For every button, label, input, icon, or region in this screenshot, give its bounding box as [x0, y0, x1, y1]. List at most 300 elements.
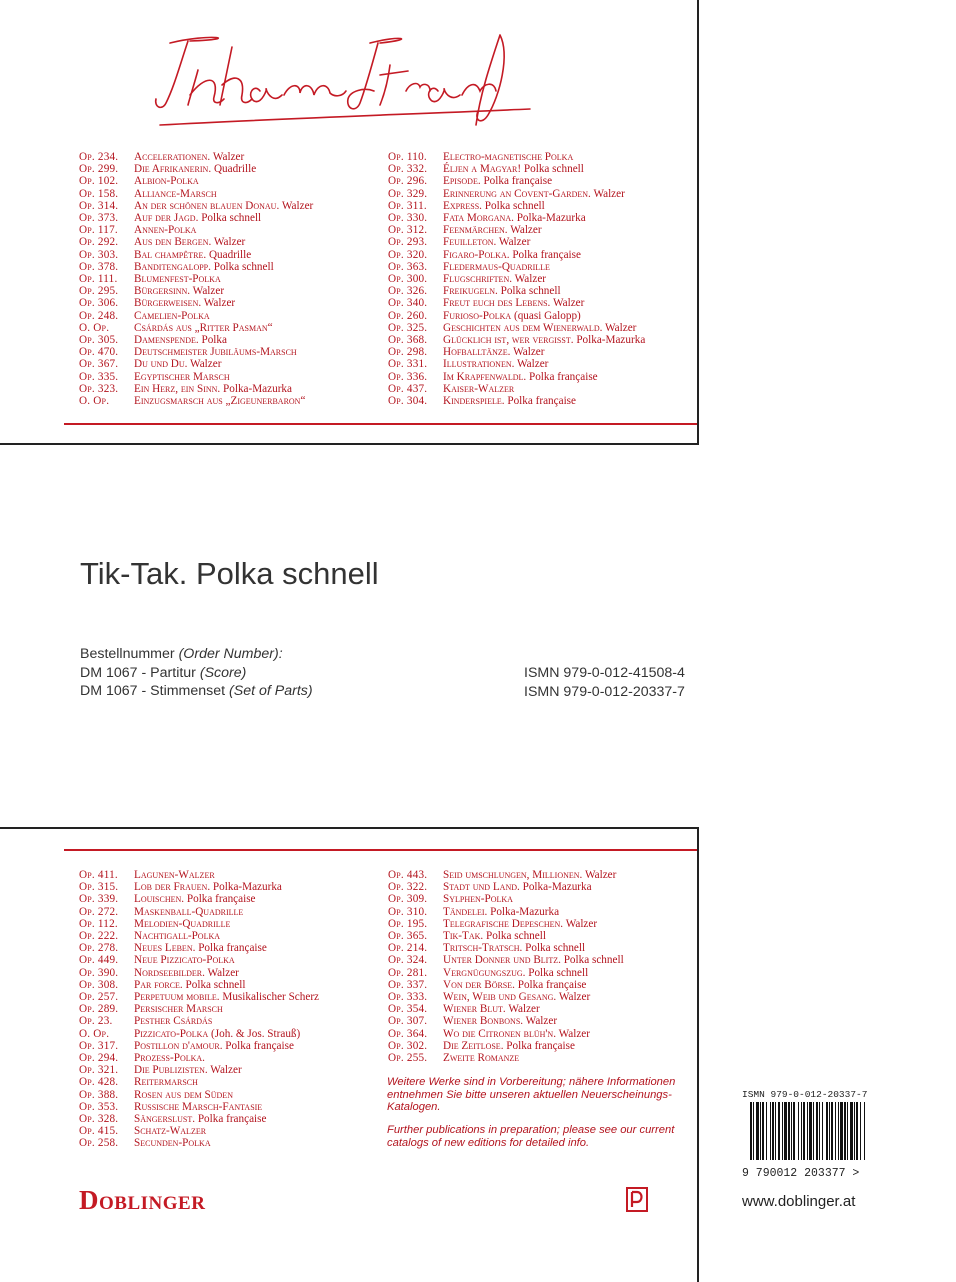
- work-title: Einzugsmarsch aus „Zigeunerbaron“: [134, 395, 306, 408]
- work-genre: Walzer: [508, 1003, 540, 1016]
- opus-number: Op. 294.: [79, 1052, 119, 1065]
- work-title: Fata Morgana.: [443, 212, 514, 225]
- work-title: Telegrafische Depeschen.: [443, 917, 564, 930]
- catalog-entry: [388, 1040, 624, 1052]
- opus-number: Op. 307.: [388, 1015, 428, 1028]
- catalog-entry: [79, 261, 313, 273]
- catalog-list-bottom-left: [79, 869, 319, 1150]
- work-title: Neues Leben.: [134, 942, 196, 955]
- catalog-entry: [388, 261, 645, 273]
- note-english: Further publications in preparation; please see our current catalogs of new editions for detailed info.: [387, 1124, 675, 1149]
- work-title: Albion-Polka: [134, 175, 199, 188]
- work-title: Im Krapfenwaldl.: [443, 370, 527, 383]
- work-title: Lagunen-Walzer: [134, 869, 215, 881]
- catalog-entry: [388, 297, 645, 309]
- work-genre: Walzer: [190, 358, 222, 371]
- catalog-entry: [79, 1137, 319, 1149]
- catalog-entry: [388, 395, 645, 407]
- opus-number: Op. 332.: [388, 163, 428, 176]
- work-title: Furioso-Polka: [443, 309, 512, 322]
- catalog-entry: [388, 212, 645, 224]
- work-genre: Polka schnell: [525, 942, 586, 955]
- work-genre: Polka française: [512, 248, 581, 261]
- barcode-bar: [822, 1102, 823, 1160]
- barcode-bar: [864, 1102, 865, 1160]
- barcode-bar: [762, 1102, 764, 1160]
- opus-number: Op. 428.: [79, 1076, 119, 1089]
- opus-number: Op. 302.: [388, 1039, 428, 1052]
- opus-number: Op. 309.: [388, 893, 428, 906]
- catalog-entry: [388, 869, 624, 881]
- catalog-entry: [388, 383, 645, 395]
- work-title: Maskenball-Quadrille: [134, 905, 244, 918]
- opus-number: Op. 411.: [79, 869, 118, 881]
- catalog-entry: [79, 175, 313, 187]
- work-genre: Polka schnell: [185, 978, 246, 991]
- work-genre: Walzer: [510, 224, 542, 237]
- doblinger-logo-icon: [626, 1187, 648, 1212]
- barcode-bar: [788, 1102, 790, 1160]
- barcode-bar: [860, 1102, 861, 1160]
- catalog-entry: [79, 395, 313, 407]
- work-title: Vergnügungszug.: [443, 966, 526, 979]
- work-title: Wo die Citronen blüh'n.: [443, 1027, 556, 1040]
- work-title: Auf der Jagd.: [134, 212, 199, 225]
- work-genre: (Joh. & Jos. Strauß): [211, 1027, 301, 1040]
- work-title: Wiener Blut.: [443, 1003, 506, 1016]
- work-title: Wiener Bonbons.: [443, 1015, 524, 1028]
- work-title: Freikugeln.: [443, 285, 498, 298]
- catalog-entry: [388, 893, 624, 905]
- work-title: Geschichten aus dem Wienerwald.: [443, 321, 603, 334]
- catalog-entry: [79, 383, 313, 395]
- work-genre: Walzer: [514, 273, 547, 286]
- opus-number: Op. 340.: [388, 297, 428, 310]
- order-parts-en: (Set of Parts): [229, 683, 313, 699]
- red-divider-bottom: [64, 849, 697, 851]
- work-genre: Polka française: [517, 978, 587, 991]
- opus-number: Op. 293.: [388, 236, 428, 249]
- opus-number: Op. 195.: [388, 917, 428, 930]
- work-title: Persischer Marsch: [134, 1003, 223, 1016]
- work-title: Melodien-Quadrille: [134, 917, 231, 930]
- catalog-entry: [79, 979, 319, 991]
- work-title: Du und Du.: [134, 358, 188, 371]
- ismn-parts: ISMN 979-0-012-20337-7: [524, 683, 685, 700]
- catalog-entry: [79, 273, 313, 285]
- barcode-bar: [807, 1102, 808, 1160]
- work-title: Hofballtänze.: [443, 346, 511, 359]
- catalog-entry: [79, 188, 313, 200]
- work-genre: Polka française: [186, 893, 256, 906]
- opus-number: Op. 326.: [388, 285, 428, 298]
- opus-number: Op. 117.: [79, 224, 118, 237]
- work-genre: Musikalischer Scherz: [222, 991, 320, 1004]
- opus-number: O. Op.: [79, 321, 110, 334]
- opus-number: Op. 305.: [79, 334, 119, 347]
- website-url[interactable]: www.doblinger.at: [742, 1193, 856, 1210]
- work-title: Alliance-Marsch: [134, 187, 217, 200]
- work-title: Bürgerweisen.: [134, 297, 202, 310]
- opus-number: Op. 388.: [79, 1088, 119, 1101]
- catalog-entry: [79, 930, 319, 942]
- catalog-entry: [79, 1003, 319, 1015]
- work-genre: Polka schnell: [213, 260, 274, 273]
- opus-number: O. Op.: [79, 395, 110, 408]
- work-title: Kinderspiele.: [443, 395, 505, 408]
- note-german: Weitere Werke sind in Vorbereitung; nähere Informationen entnehmen Sie bitte unseren aktuellen Neuerscheinungs-Katalogen.: [387, 1076, 676, 1113]
- work-title: Postillon d'amour.: [134, 1039, 223, 1052]
- opus-number: Op. 415.: [79, 1125, 119, 1138]
- catalog-entry: [388, 967, 624, 979]
- opus-number: Op. 102.: [79, 175, 119, 188]
- work-genre: Walzer: [281, 199, 314, 212]
- work-title: Prozess-Polka.: [134, 1052, 205, 1065]
- barcode-ismn: ISMN 979-0-012-20337-7: [742, 1089, 868, 1100]
- barcode-bar: [813, 1102, 814, 1160]
- work-genre: Walzer: [192, 285, 225, 298]
- work-title: Tändelei.: [443, 905, 488, 918]
- opus-number: Op. 322.: [388, 881, 428, 894]
- opus-number: Op. 110.: [388, 151, 427, 163]
- opus-number: Op. 23.: [79, 1015, 113, 1028]
- work-title: Fledermaus-Quadrille: [443, 260, 550, 273]
- catalog-entry: [388, 200, 645, 212]
- catalog-entry: [388, 881, 624, 893]
- page-title: Tik-Tak. Polka schnell: [80, 556, 379, 591]
- opus-number: Op. 258.: [79, 1137, 119, 1150]
- catalog-entry: [388, 322, 645, 334]
- work-genre: Walzer: [210, 1064, 242, 1077]
- opus-number: Op. 315.: [79, 881, 119, 894]
- work-title: Perpetuum mobile.: [134, 991, 220, 1004]
- opus-number: Op. 234.: [79, 151, 119, 163]
- catalog-entry: [79, 249, 313, 261]
- work-title: Wein, Weib und Gesang.: [443, 991, 557, 1004]
- work-title: Annen-Polka: [134, 224, 197, 237]
- work-genre: Polka française: [197, 1113, 267, 1126]
- opus-number: Op. 353.: [79, 1100, 119, 1113]
- catalog-entry: [388, 1003, 624, 1015]
- work-genre: Polka schnell: [523, 163, 584, 176]
- catalog-entry: [79, 918, 319, 930]
- catalog-entry: [388, 979, 624, 991]
- work-title: Aus den Bergen.: [134, 236, 212, 249]
- opus-number: Op. 306.: [79, 297, 119, 310]
- catalog-entry: [79, 346, 313, 358]
- barcode-bar: [766, 1102, 767, 1160]
- work-title: Lob der Frauen.: [134, 881, 211, 894]
- catalog-entry: [79, 1040, 319, 1052]
- barcode-bar: [784, 1102, 787, 1160]
- catalog-entry: [388, 163, 645, 175]
- opus-number: Op. 325.: [388, 321, 428, 334]
- work-genre: Walzer: [558, 1027, 591, 1040]
- work-title: Flugschriften.: [443, 273, 513, 286]
- work-title: Kaiser-Walzer: [443, 382, 515, 395]
- catalog-entry: [79, 1113, 319, 1125]
- opus-number: Op. 298.: [388, 346, 428, 359]
- work-title: Rosen aus dem Süden: [134, 1088, 233, 1101]
- opus-number: Op. 367.: [79, 358, 119, 371]
- catalog-entry: [79, 1015, 319, 1027]
- opus-number: Op. 335.: [79, 370, 119, 383]
- work-genre: Polka-Mazurka: [212, 881, 282, 894]
- opus-number: Op. 310.: [388, 905, 428, 918]
- work-genre: Walzer: [203, 297, 236, 310]
- barcode-digits: 9 790012 203377 >: [742, 1167, 860, 1180]
- opus-number: Op. 255.: [388, 1052, 428, 1065]
- work-genre: Polka française: [198, 942, 267, 955]
- work-title: Louischen.: [134, 893, 185, 906]
- work-title: Episode.: [443, 175, 481, 188]
- work-genre: Polka française: [528, 370, 598, 383]
- work-genre: Walzer: [207, 966, 239, 979]
- catalog-entry: [79, 991, 319, 1003]
- opus-number: Op. 331.: [388, 358, 428, 371]
- opus-number: Op. 324.: [388, 954, 428, 967]
- catalog-entry: [79, 906, 319, 918]
- opus-number: Op. 368.: [388, 334, 428, 347]
- work-title: Secunden-Polka: [134, 1137, 211, 1150]
- opus-number: Op. 390.: [79, 966, 119, 979]
- opus-number: Op. 314.: [79, 199, 119, 212]
- opus-number: Op. 354.: [388, 1003, 428, 1016]
- catalog-entry: [79, 942, 319, 954]
- work-title: Pizzicato-Polka: [134, 1027, 209, 1040]
- opus-number: Op. 364.: [388, 1027, 428, 1040]
- opus-number: Op. 373.: [79, 212, 119, 225]
- catalog-list-top-left: [79, 151, 313, 407]
- opus-number: Op. 317.: [79, 1039, 119, 1052]
- catalog-entry: [79, 322, 313, 334]
- catalog-entry: [388, 285, 645, 297]
- work-title: Bal champêtre.: [134, 248, 207, 261]
- opus-number: Op. 320.: [388, 248, 428, 261]
- catalog-entry: [388, 1052, 624, 1064]
- catalog-entry: [388, 175, 645, 187]
- opus-number: Op. 292.: [79, 236, 119, 249]
- opus-number: Op. 449.: [79, 954, 119, 967]
- opus-number: Op. 281.: [388, 966, 428, 979]
- catalog-entry: [79, 285, 313, 297]
- barcode-bar: [850, 1102, 853, 1160]
- opus-number: Op. 337.: [388, 978, 428, 991]
- catalog-entry: [79, 1052, 319, 1064]
- barcode-bar: [847, 1102, 848, 1160]
- work-title: Zweite Romanze: [443, 1052, 520, 1065]
- work-title: Bürgersinn.: [134, 285, 191, 298]
- catalog-entry: [79, 212, 313, 224]
- ismn-score: ISMN 979-0-012-41508-4: [524, 665, 685, 681]
- catalog-entry: [388, 273, 645, 285]
- work-title: Camelien-Polka: [134, 309, 210, 322]
- work-title: Éljen a Magyar!: [443, 163, 522, 176]
- catalog-entry: [388, 249, 645, 261]
- order-parts: DM 1067 - Stimmenset: [80, 683, 226, 699]
- catalog-list-bottom-right: [388, 869, 624, 1064]
- opus-number: Op. 222.: [79, 930, 119, 943]
- work-title: Csárdás aus „Ritter Pasman“: [134, 321, 273, 334]
- work-genre: Polka-Mazurka: [522, 881, 592, 894]
- work-title: Schatz-Walzer: [134, 1125, 207, 1138]
- barcode-bar: [760, 1102, 761, 1160]
- barcode-bar: [801, 1102, 802, 1160]
- work-title: Sängerslust.: [134, 1113, 196, 1126]
- work-genre: Walzer: [593, 187, 625, 200]
- opus-number: Op. 328.: [79, 1113, 119, 1126]
- barcode-bar: [798, 1102, 799, 1160]
- catalog-entry: [79, 334, 313, 346]
- catalog-entry: [79, 1101, 319, 1113]
- opus-number: Op. 257.: [79, 991, 119, 1004]
- opus-number: Op. 321.: [79, 1064, 119, 1077]
- opus-number: Op. 304.: [388, 395, 428, 408]
- work-title: Sylphen-Polka: [443, 893, 513, 906]
- catalog-entry: [79, 297, 313, 309]
- opus-number: Op. 299.: [79, 163, 119, 176]
- opus-number: Op. 295.: [79, 285, 119, 298]
- catalog-entry: [79, 163, 313, 175]
- work-title: Feenmärchen.: [443, 224, 508, 237]
- ismn-block: [524, 664, 685, 701]
- work-title: Blumenfest-Polka: [134, 273, 221, 286]
- barcode-bar: [803, 1102, 805, 1160]
- work-title: An der schönen blauen Donau.: [134, 199, 280, 212]
- work-genre: Polka française: [225, 1039, 294, 1052]
- work-title: Ein Herz, ein Sinn.: [134, 382, 221, 395]
- catalog-entry: [388, 236, 645, 248]
- work-title: Die Afrikanerin.: [134, 163, 212, 176]
- barcode-bar: [819, 1102, 820, 1160]
- barcode-bar: [782, 1102, 783, 1160]
- opus-number: Op. 378.: [79, 260, 119, 273]
- opus-number: Op. 289.: [79, 1003, 119, 1016]
- opus-number: Op. 214.: [388, 942, 428, 955]
- work-genre: Walzer: [558, 991, 591, 1004]
- work-title: Illustrationen.: [443, 358, 515, 371]
- work-title: Feuilleton.: [443, 236, 497, 249]
- opus-number: Op. 296.: [388, 175, 428, 188]
- barcode-bar: [775, 1102, 776, 1160]
- barcode-bar: [793, 1102, 795, 1160]
- opus-number: Op. 333.: [388, 991, 428, 1004]
- barcode-bar: [835, 1102, 836, 1160]
- work-genre: Polka-Mazurka: [576, 334, 646, 347]
- opus-number: Op. 112.: [79, 917, 118, 930]
- work-title: Freut euch des Lebens.: [443, 297, 551, 310]
- work-genre: Polka schnell: [201, 212, 262, 225]
- work-title: Tritsch-Tratsch.: [443, 942, 523, 955]
- opus-number: Op. 278.: [79, 942, 119, 955]
- work-genre: Polka-Mazurka: [516, 212, 586, 225]
- catalog-entry: [79, 151, 313, 163]
- catalog-entry: [388, 188, 645, 200]
- work-title: Glücklich ist, wer vergisst.: [443, 334, 574, 347]
- work-title: Egyptischer Marsch: [134, 370, 230, 383]
- opus-number: Op. 111.: [79, 273, 118, 286]
- opus-number: Op. 300.: [388, 273, 428, 286]
- doblinger-logo-text: Doblinger: [79, 1185, 206, 1215]
- barcode-bar: [844, 1102, 846, 1160]
- catalog-entry: [388, 310, 645, 322]
- work-title: Seid umschlungen, Millionen.: [443, 869, 583, 881]
- catalog-list-top-right: [388, 151, 645, 407]
- catalog-entry: [388, 346, 645, 358]
- work-title: Reitermarsch: [134, 1076, 198, 1089]
- work-genre: Polka schnell: [500, 285, 561, 298]
- work-genre: Quadrille: [213, 163, 257, 176]
- opus-number: Op. 311.: [388, 199, 427, 212]
- order-label-en: (Order Number):: [178, 646, 283, 662]
- work-genre: Walzer: [605, 321, 637, 334]
- barcode-bar: [756, 1102, 759, 1160]
- work-genre: Walzer: [552, 297, 585, 310]
- opus-number: Op. 329.: [388, 187, 428, 200]
- work-title: Accelerationen.: [134, 151, 211, 163]
- barcode-bar: [838, 1102, 839, 1160]
- barcode-bar: [826, 1102, 828, 1160]
- work-genre: Walzer: [517, 358, 549, 371]
- catalog-entry: [388, 224, 645, 236]
- work-title: Nordseebilder.: [134, 966, 205, 979]
- work-genre: Walzer: [213, 236, 246, 249]
- catalog-entry: [388, 358, 645, 370]
- barcode-bar: [750, 1102, 752, 1160]
- opus-number: Op. 303.: [79, 248, 119, 261]
- work-genre: Polka française: [483, 175, 553, 188]
- work-genre: Polka schnell: [485, 930, 546, 943]
- opus-number: Op. 470.: [79, 346, 119, 359]
- barcode-bar: [840, 1102, 843, 1160]
- barcode-bar: [856, 1102, 858, 1160]
- order-score: DM 1067 - Partitur: [80, 664, 196, 681]
- work-title: Damenspende.: [134, 334, 199, 347]
- work-title: Pesther Csárdás: [134, 1015, 213, 1028]
- opus-number: Op. 248.: [79, 309, 119, 322]
- order-score-en: (Score): [199, 664, 247, 681]
- work-title: Erinnerung an Covent-Garden.: [443, 187, 591, 200]
- catalog-entry: [79, 371, 313, 383]
- work-genre: Walzer: [525, 1015, 558, 1028]
- catalog-entry: [388, 930, 624, 942]
- catalog-entry: [79, 1089, 319, 1101]
- opus-number: Op. 365.: [388, 930, 428, 943]
- work-title: Stadt und Land.: [443, 881, 520, 894]
- catalog-entry: [79, 893, 319, 905]
- barcode-bars: [742, 1100, 872, 1162]
- work-title: Die Zeitlose.: [443, 1039, 504, 1052]
- work-title: Von der Börse.: [443, 978, 515, 991]
- opus-number: Op. 260.: [388, 309, 428, 322]
- order-label: Bestellnummer: [80, 646, 175, 662]
- work-title: Deutschmeister Jubiläums-Marsch: [134, 346, 297, 359]
- catalog-entry: [388, 334, 645, 346]
- catalog-entry: [79, 1076, 319, 1088]
- catalog-entry: [388, 942, 624, 954]
- catalog-entry: [388, 151, 645, 163]
- work-title: Tik-Tak.: [443, 930, 484, 943]
- johann-strauss-signature: [150, 25, 540, 135]
- work-title: Par force.: [134, 978, 183, 991]
- barcode-bar: [809, 1102, 812, 1160]
- work-genre: Polka-Mazurka: [223, 382, 292, 395]
- catalog-entry: [79, 310, 313, 322]
- catalog-entry: [79, 1125, 319, 1137]
- catalog-entry: [388, 371, 645, 383]
- work-title: Neue Pizzicato-Polka: [134, 954, 235, 967]
- work-genre: Polka française: [506, 1039, 575, 1052]
